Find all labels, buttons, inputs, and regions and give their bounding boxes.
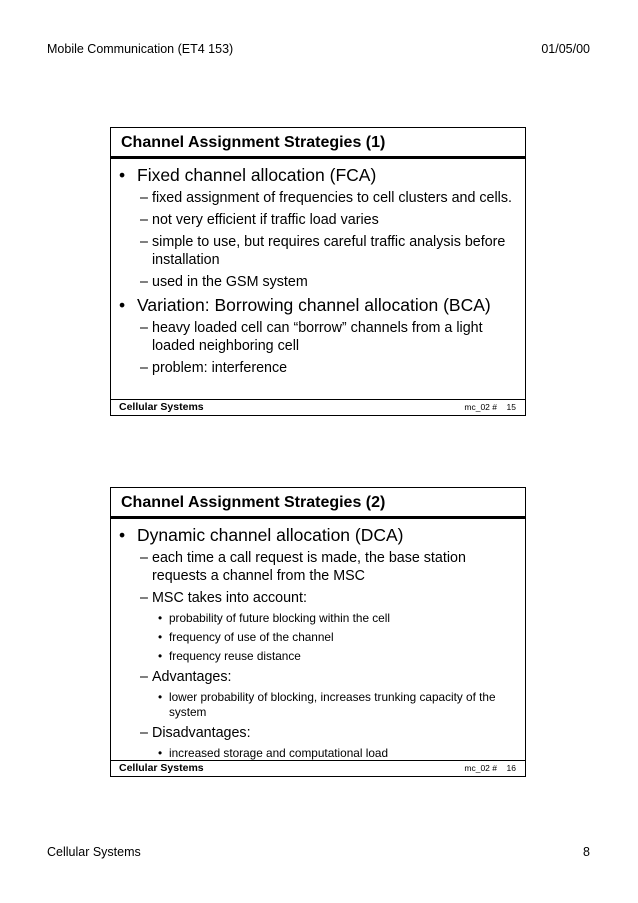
bullet-text: MSC takes into account: xyxy=(152,590,307,606)
slide-footer-code: mc_02 # xyxy=(464,763,497,773)
dash-marker: – xyxy=(140,234,148,250)
page-footer-title: Cellular Systems xyxy=(47,845,141,859)
bullet-marker: • xyxy=(158,611,163,625)
dash-marker: – xyxy=(140,274,148,290)
bullet-level-1 xyxy=(111,165,525,186)
bullet-text: heavy loaded cell can “borrow” channels from a light loaded neighboring cell xyxy=(152,320,483,354)
bullet-text: frequency reuse distance xyxy=(169,649,301,663)
bullet-level-2 xyxy=(111,319,525,355)
slide-15 xyxy=(110,127,526,416)
slide-content xyxy=(111,522,525,765)
bullet-level-2 xyxy=(111,273,525,291)
bullet-level-2 xyxy=(111,668,525,686)
bullet-text: simple to use, but requires careful traffic analysis before installation xyxy=(152,234,506,268)
page-number: 8 xyxy=(583,845,590,859)
bullet-text: Dynamic channel allocation (DCA) xyxy=(137,525,404,545)
page-header xyxy=(47,42,590,56)
bullet-marker: • xyxy=(158,690,163,704)
bullet-text: problem: interference xyxy=(152,360,288,376)
bullet-marker: • xyxy=(119,525,126,545)
bullet-level-1 xyxy=(111,525,525,546)
slide-footer xyxy=(111,760,525,776)
slide-footer-code: mc_02 # xyxy=(464,402,497,412)
slide-footer xyxy=(111,399,525,415)
page-header-course: Mobile Communication (ET4 153) xyxy=(47,42,234,56)
bullet-text: frequency of use of the channel xyxy=(169,630,334,644)
bullet-text: each time a call request is made, the base station requests a channel from the MSC xyxy=(152,550,466,584)
bullet-text: Advantages: xyxy=(152,669,232,685)
bullet-level-3 xyxy=(111,630,525,645)
bullet-text: lower probability of blocking, increases trunking capacity of the system xyxy=(169,690,496,719)
bullet-level-3 xyxy=(111,611,525,626)
bullet-marker: • xyxy=(119,165,126,185)
bullet-marker: • xyxy=(158,630,163,644)
dash-marker: – xyxy=(140,590,148,606)
bullet-marker: • xyxy=(119,295,126,315)
bullet-text: not very efficient if traffic load varies xyxy=(152,212,379,228)
slide-number: 15 xyxy=(506,402,516,412)
slide-title: Channel Assignment Strategies (1) xyxy=(121,134,386,151)
bullet-level-2 xyxy=(111,549,525,585)
bullet-level-1 xyxy=(111,295,525,316)
slide-title: Channel Assignment Strategies (2) xyxy=(121,494,386,511)
slide-content xyxy=(111,162,525,381)
slide-number: 16 xyxy=(506,763,516,773)
dash-marker: – xyxy=(140,320,148,336)
bullet-text: Fixed channel allocation (FCA) xyxy=(137,165,377,185)
dash-marker: – xyxy=(140,550,148,566)
slide-16 xyxy=(110,487,526,777)
dash-marker: – xyxy=(140,190,148,206)
slide-footer-topic: Cellular Systems xyxy=(119,762,204,774)
bullet-level-3 xyxy=(111,649,525,664)
bullet-level-2 xyxy=(111,211,525,229)
bullet-text: Variation: Borrowing channel allocation (BCA) xyxy=(137,295,491,315)
bullet-text: fixed assignment of frequencies to cell clusters and cells. xyxy=(152,190,512,206)
bullet-level-2 xyxy=(111,359,525,377)
bullet-level-2 xyxy=(111,724,525,742)
bullet-level-3 xyxy=(111,746,525,761)
bullet-level-2 xyxy=(111,189,525,207)
bullet-text: increased storage and computational load xyxy=(169,746,389,760)
dash-marker: – xyxy=(140,212,148,228)
dash-marker: – xyxy=(140,725,148,741)
dash-marker: – xyxy=(140,360,148,376)
page-footer xyxy=(47,845,590,859)
bullet-marker: • xyxy=(158,649,163,663)
bullet-text: used in the GSM system xyxy=(152,274,308,290)
slide-footer-topic: Cellular Systems xyxy=(119,401,204,413)
bullet-text: probability of future blocking within the cell xyxy=(169,611,390,625)
title-rule xyxy=(111,516,525,519)
dash-marker: – xyxy=(140,669,148,685)
page-header-date: 01/05/00 xyxy=(541,42,590,56)
bullet-marker: • xyxy=(158,746,163,760)
title-rule xyxy=(111,156,525,159)
bullet-level-2 xyxy=(111,233,525,269)
bullet-level-3 xyxy=(111,690,525,720)
bullet-level-2 xyxy=(111,589,525,607)
bullet-text: Disadvantages: xyxy=(152,725,251,741)
